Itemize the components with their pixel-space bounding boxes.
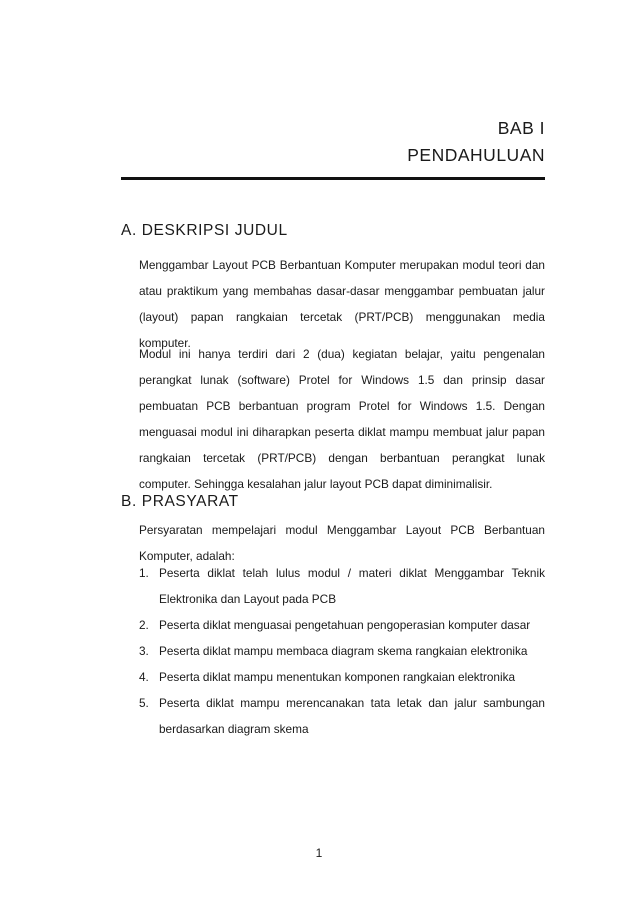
chapter-number: BAB I bbox=[497, 118, 545, 138]
list-item bbox=[139, 664, 545, 690]
list-item-text: Peserta diklat mampu membaca diagram skema rangkaian elektronika bbox=[159, 644, 528, 658]
list-item bbox=[139, 638, 545, 664]
page-number: 1 bbox=[315, 846, 323, 860]
section-a-paragraph-2: Modul ini hanya terdiri dari 2 (dua) kegiatan belajar, yaitu pengenalan perangkat lunak (software) Protel for Windows 1.5 dan prinsip dasar pembuatan PCB berbantuan program Protel for Windows 1.5. Dengan menguasai modul ini diharapkan peserta diklat mampu membuat jalur papan rangkaian tercetak (PRT/PCB) dengan berbantuan perangkat lunak computer. Sehingga kesalahan jalur layout PCB dapat diminimalisir. bbox=[139, 347, 545, 491]
chapter-divider bbox=[121, 177, 545, 180]
prerequisite-list bbox=[139, 560, 545, 742]
section-b-heading: B. PRASYARAT bbox=[121, 493, 239, 510]
list-item-number: 1. bbox=[139, 566, 149, 580]
list-item-number: 3. bbox=[139, 644, 149, 658]
list-item-text: Peserta diklat mampu merencanakan tata letak dan jalur sambungan berdasarkan diagram skema bbox=[159, 696, 545, 736]
section-a-paragraph-1: Menggambar Layout PCB Berbantuan Komputer merupakan modul teori dan atau praktikum yang membahas dasar-dasar menggambar pembuatan jalur (layout) papan rangkaian tercetak (PRT/PCB) menggunakan media komputer. bbox=[139, 258, 545, 350]
list-item bbox=[139, 690, 545, 742]
section-a-heading: A. DESKRIPSI JUDUL bbox=[121, 222, 288, 239]
list-item-number: 2. bbox=[139, 618, 149, 632]
list-item-number: 4. bbox=[139, 670, 149, 684]
chapter-title: PENDAHULUAN bbox=[407, 145, 545, 165]
list-item-text: Peserta diklat telah lulus modul / materi diklat Menggambar Teknik Elektronika dan Layout pada PCB bbox=[159, 566, 545, 606]
list-item-text: Peserta diklat menguasai pengetahuan pengoperasian komputer dasar bbox=[159, 618, 531, 632]
list-item bbox=[139, 560, 545, 612]
list-item-number: 5. bbox=[139, 696, 149, 710]
list-item-text: Peserta diklat mampu menentukan komponen rangkaian elektronika bbox=[159, 670, 516, 684]
section-b-intro: Persyaratan mempelajari modul Menggambar Layout PCB Berbantuan Komputer, adalah: bbox=[139, 523, 545, 563]
list-item bbox=[139, 612, 545, 638]
